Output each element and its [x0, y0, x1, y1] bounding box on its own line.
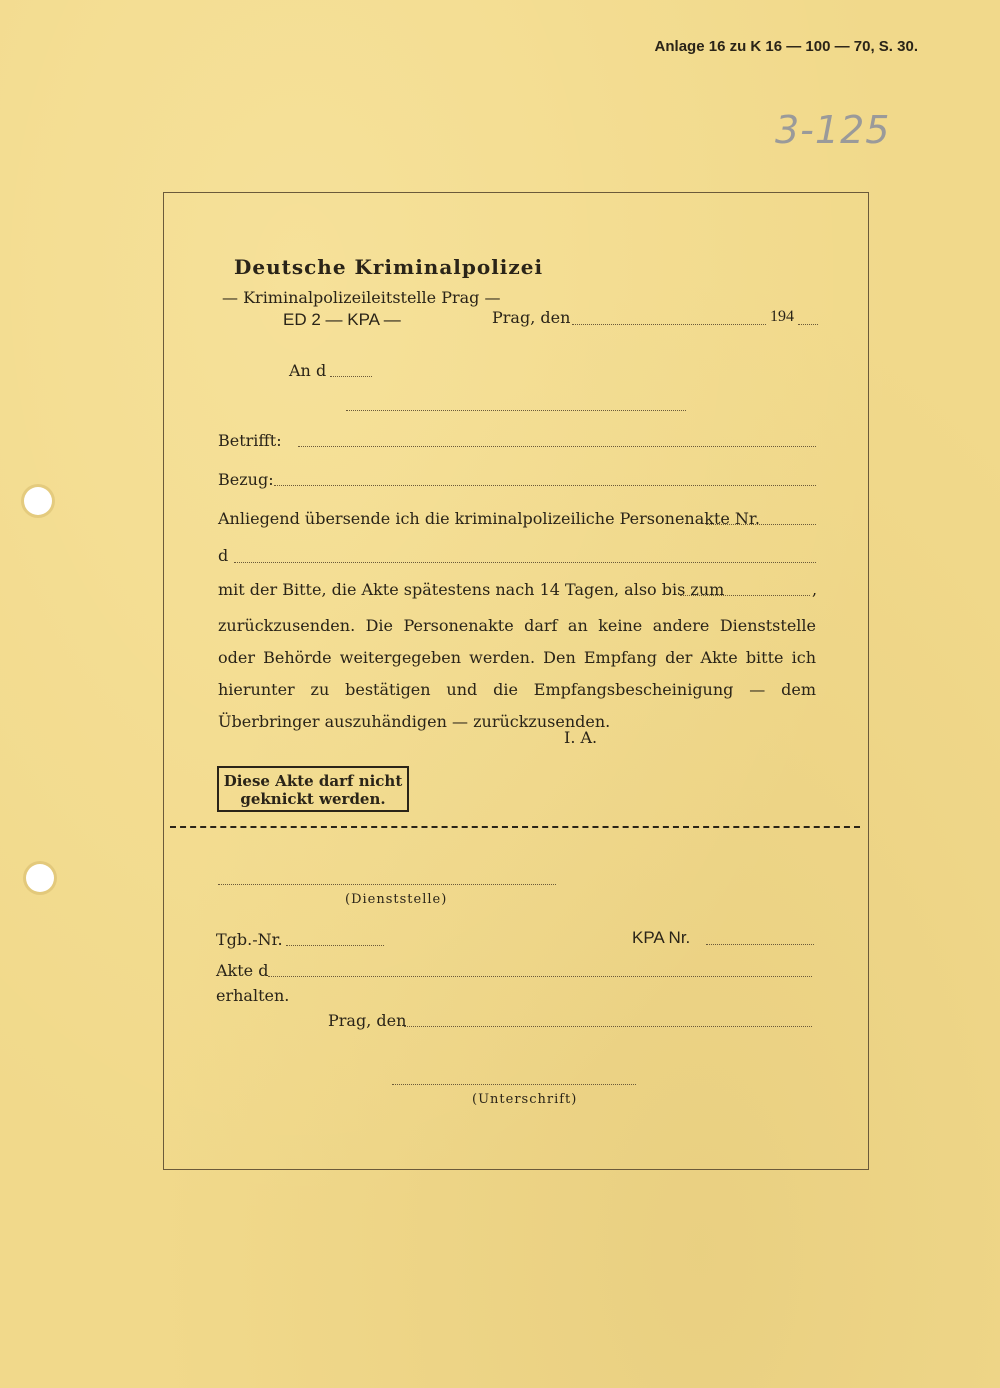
return-request-text: mit der Bitte, die Akte spätestens nach 14 Tagen, also bis zum	[218, 580, 725, 599]
date-field[interactable]	[572, 324, 766, 325]
kpa-number-field[interactable]	[706, 944, 814, 945]
subject-field[interactable]	[298, 446, 816, 447]
subject-label: Betrifft:	[218, 431, 282, 450]
signature-field[interactable]	[392, 1084, 636, 1085]
received-label: erhalten.	[216, 986, 290, 1005]
letterhead-code: ED 2 — KPA —	[283, 310, 401, 329]
dienststelle-caption: (Dienststelle)	[345, 892, 448, 907]
receipt-place-date-label: Prag, den	[328, 1011, 407, 1030]
recipient-label: An d	[289, 361, 327, 380]
reference-label: Bezug:	[218, 470, 274, 489]
return-date-comma: ,	[812, 580, 818, 599]
file-label: Akte d	[216, 961, 269, 980]
letterhead-subtitle: — Kriminalpolizeileitstelle Prag —	[222, 288, 501, 307]
year-field[interactable]	[798, 324, 818, 325]
reference-field[interactable]	[274, 485, 816, 486]
recipient-field[interactable]	[330, 376, 372, 377]
enclosure-text: Anliegend übersende ich die kriminalpolizeiliche Personenakte Nr.	[218, 509, 760, 528]
body-paragraph	[218, 610, 816, 738]
dienststelle-field[interactable]	[218, 884, 556, 885]
d-field[interactable]	[234, 562, 816, 563]
diary-number-label: Tgb.-Nr.	[216, 930, 283, 949]
tear-off-line	[170, 826, 860, 828]
kpa-number-label: KPA Nr.	[632, 928, 691, 947]
d-label: d	[218, 546, 229, 565]
punch-hole-bottom	[26, 864, 54, 892]
recipient-field-line2[interactable]	[346, 410, 686, 411]
punch-hole-top	[24, 487, 52, 515]
notice-line-1: Diese Akte darf nicht	[223, 772, 403, 790]
letterhead-title: Deutsche Kriminalpolizei	[234, 255, 544, 279]
return-date-field[interactable]	[680, 595, 810, 596]
place-date-label: Prag, den	[492, 308, 571, 327]
file-field[interactable]	[268, 976, 812, 977]
document-reference: Anlage 16 zu K 16 — 100 — 70, S. 30.	[654, 38, 918, 55]
body-paragraph-text: zurückzusenden. Die Personenakte darf an keine andere Dienststelle oder Behörde weitergegeben werden. Den Empfang der Akte bitte ich hierunter zu bestätigen und die Empfangsbescheinigung — dem Überbringer auszuhändigen — zurückzusenden.	[218, 616, 816, 731]
archive-number-handwritten: 3-125	[775, 108, 891, 152]
diary-number-field[interactable]	[286, 945, 384, 946]
signature-caption: (Unterschrift)	[472, 1092, 578, 1107]
notice-line-2: geknickt werden.	[240, 790, 386, 808]
initials-ia: I. A.	[564, 728, 598, 747]
year-prefix: 194	[770, 308, 794, 325]
file-number-field[interactable]	[706, 524, 816, 525]
receipt-date-field[interactable]	[404, 1026, 812, 1027]
do-not-fold-notice	[217, 766, 409, 812]
